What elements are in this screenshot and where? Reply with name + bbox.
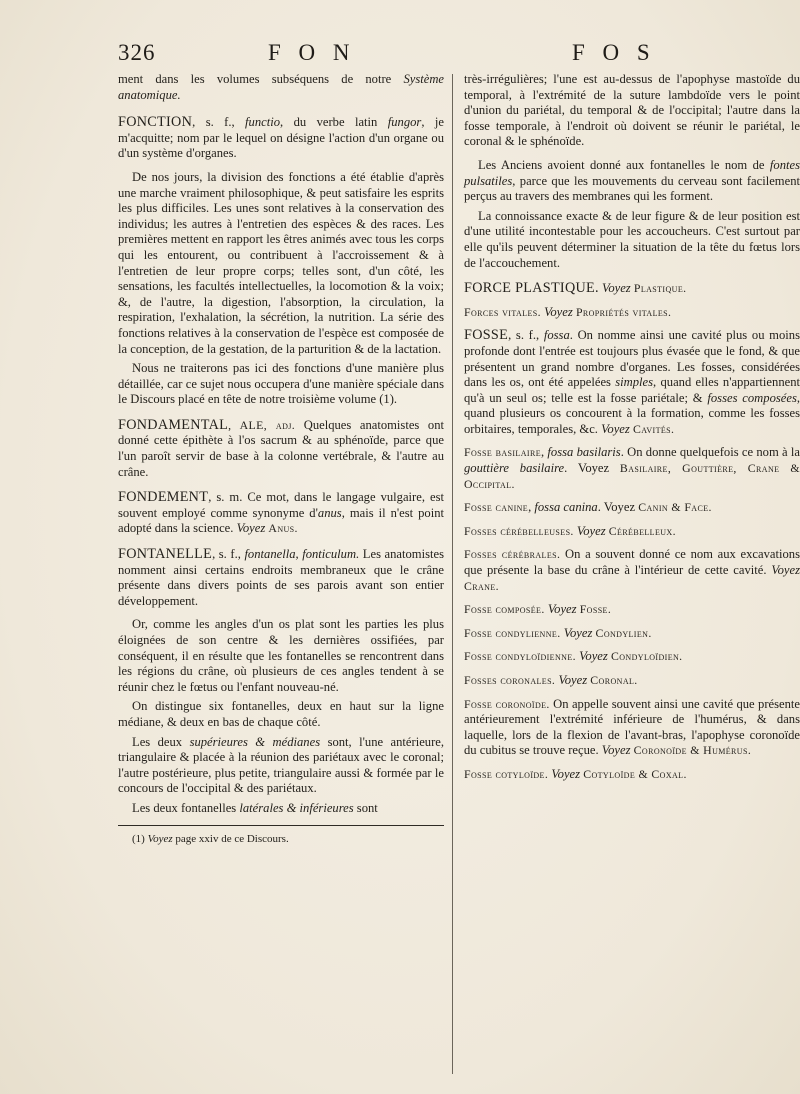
column-divider xyxy=(452,74,453,1074)
cross-reference: Condyloïdien. xyxy=(610,649,683,664)
entry-fosse-coronoide: Fosse coronoïde. On appelle souvent ainsi une cavité que présente antérieurement l'extrémité inférieure de l'humérus, & dans laquelle, lors de la flexion de l'avant-bras, l'apophyse coronoïde du cubitus se trouve reçue. Voyez Coronoïde & Humérus. xyxy=(464,696,800,758)
headword: Fosse coronoïde. xyxy=(464,696,550,711)
page-number: 326 xyxy=(118,40,156,65)
headword: Fosses cérébelleuses. xyxy=(464,523,574,538)
running-head-left: F O N xyxy=(268,40,356,65)
cross-reference: Cavités. xyxy=(632,421,675,436)
running-head-right: F O S xyxy=(572,40,656,65)
page-header xyxy=(0,40,800,76)
headword: Fosse cotyloïde. xyxy=(464,766,549,781)
cross-reference: Cotyloïde & Coxal. xyxy=(583,766,687,781)
entry-fondamental: FONDAMENTAL, ALE, adj. Quelques anatomistes ont donné cette épithète à l'os sacrum & au sphénoïde, parce que l'un paroît servir de base à la colonne vertébrale, & l'autre au crâne. xyxy=(118,416,444,479)
entry-fosse-condyloidienne: Fosse condyloïdienne. Voyez Condyloïdien. xyxy=(464,649,683,664)
entry-fosses-coronales: Fosses coronales. Voyez Coronal. xyxy=(464,673,638,687)
footnote: (1) Voyez page xxiv de ce Discours. xyxy=(132,832,289,845)
entry-fondement: FONDEMENT, s. m. Ce mot, dans le langage vulgaire, est souvent employé comme synonyme d'anus, mais il n'est point adopté dans la science. Voyez Anus. xyxy=(118,489,444,536)
cross-reference: Coronoïde & Humérus. xyxy=(633,743,752,758)
headword: Fosses cérébrales. xyxy=(464,547,561,562)
headword: Fosse composée. xyxy=(464,602,545,617)
headword: FONDEMENT xyxy=(118,489,209,506)
entry-fontanelle: FONTANELLE, s. f., fontanella, fonticulum. Les anatomistes nomment ainsi certains endroits membraneux que le crâne présente dans divers points de ses parois avant son entier développement. xyxy=(118,546,444,608)
entry-fosse-cotyloide: Fosse cotyloïde. Voyez Cotyloïde & Coxal. xyxy=(464,766,687,781)
entry-fosses-cerebrales: Fosses cérébrales. On a souvent donné ce nom aux excavations que présente la base du crâne à l'intérieur de cette cavité. Voyez Crane. xyxy=(464,547,800,593)
headword: Fosse canine xyxy=(464,500,529,515)
paragraph: La connoissance exacte & de leur figure & de leur position est d'une utilité incontestable pour les accoucheurs. C'est surtout par elle qu'ils peuvent déterminer la situation de la tête du fœtus lors de l'accouchement. xyxy=(464,208,800,270)
paragraph: De nos jours, la division des fonctions a été établie d'après une marche vraiment philosophique, & peut satisfaire les esprits les plus difficiles. Les unes sont relatives à la conservation des individus; les autres à l'entretien des espèces & des races. Les premières mettent en rapport les êtres animés avec tous les corps qui les entourent, ou contribuent à l'accroissement & à l'entretien de leur propre corps; telles sont, d'un côté, les sensations, les facultés intellectuelles, la locomotion & la voix; &, de l'autre, la digestion, l'absorption, la circulation, la respiration, l'exhalation, la sécrétion, la nutrition. La série des fonctions relatives à la conservation de l'espèce est composée de la conception, de la gestation, de la parturition & de la lactation. xyxy=(118,169,444,356)
cross-reference: Condylien. xyxy=(595,625,652,640)
paragraph: Or, comme les angles d'un os plat sont les parties les plus éloignées de son centre & les dernières ossifiées, par conséquent, il en résulte que les fontanelles se rencontrent dans les régions du crâne, où plusieurs de ces angles tendent à se réunir chez le fœtus ou l'enfant nouveau-né. xyxy=(118,617,444,694)
paragraph: Les deux supérieures & médianes sont, l'une antérieure, triangulaire & placée à la réunion des pariétaux avec le coronal; l'autre postérieure, plus petite, triangulaire aussi & formée par le concours de l'occipital & des pariétaux. xyxy=(118,734,445,796)
cross-reference: Système anatomique. xyxy=(118,72,444,102)
continued-paragraph: ment dans les volumes subséquens de notre Système anatomique. xyxy=(118,72,444,102)
cross-reference: Basilaire, Gouttière, Crane & Occipital. xyxy=(464,461,800,491)
entry-fosse-composee: Fosse composée. Voyez Fosse. xyxy=(464,602,612,617)
headword: FORCE PLASTIQUE. xyxy=(464,280,599,297)
paragraph: Les deux fontanelles latérales & inférieures sont xyxy=(132,800,378,815)
headword: Forces vitales. xyxy=(464,304,541,319)
headword: Fosse basilaire xyxy=(464,445,541,460)
continued-paragraph: très-irrégulières; l'une est au-dessus de l'apophyse mastoïde du temporal, à l'extrémité de la suture lambdoïde vers le point d'union du pariétal, du temporal & de l'occipital; l'autre dans la fosse temporale, à l'endroit où doivent se réunir le pariétal, le coronal & le sphénoïde. xyxy=(464,72,800,149)
cross-reference: Fosse. xyxy=(579,602,612,617)
entry-forces-vitales: Forces vitales. Voyez Propriétés vitales. xyxy=(464,304,672,319)
entry-fosse-canine: Fosse canine, fossa canina. Voyez Canin & Face. xyxy=(464,500,712,515)
paragraph: Nous ne traiterons pas ici des fonctions d'une manière plus détaillée, car ce sujet nous occupera d'une manière spéciale dans le Discours placé en tête de notre troisième volume (1). xyxy=(118,361,444,407)
cross-reference: Coronal. xyxy=(590,673,638,687)
headword: Fosses coronales. xyxy=(464,673,556,687)
cross-reference: Crane. xyxy=(464,578,499,593)
headword: Fosse condylienne. xyxy=(464,625,561,640)
right-column xyxy=(464,72,800,791)
cross-reference: Anus. xyxy=(268,521,298,536)
entry-fosse: FOSSE, s. f., fossa. On nomme ainsi une cavité plus ou moins profonde dont l'entrée est toujours plus évasée que le fond, & que présentent un grand nombre d'organes. Les fosses, considérées dans les os, ont été appelées simples, quand elles n'appartiennent qu'à un seul os; telle est la fosse pariétale; & fosses composées, quand plusieurs os concourent à la formation, comme les fosses orbitaires, temporales, &c. Voyez Cavités. xyxy=(464,327,800,436)
entry-fosse-basilaire: Fosse basilaire, fossa basilaris. On donne quelquefois ce nom à la gouttière basilaire. Voyez Basilaire, Gouttière, Crane & Occipital. xyxy=(464,445,800,491)
cross-reference: Plastique. xyxy=(633,281,687,296)
entry-fosse-condylienne: Fosse condylienne. Voyez Condylien. xyxy=(464,625,652,640)
entry-force-plastique: FORCE PLASTIQUE. Voyez Plastique. xyxy=(464,280,687,297)
headword: FONCTION xyxy=(118,114,193,131)
headword: FONDAMENTAL xyxy=(118,416,229,433)
headword: Fosse condyloïdienne. xyxy=(464,649,576,664)
cross-reference: Cérébelleux. xyxy=(608,523,676,538)
cross-reference: Canin & Face. xyxy=(638,500,712,515)
left-column xyxy=(118,72,444,858)
paragraph: Les Anciens avoient donné aux fontanelles le nom de fontes pulsatiles, parce que les mouvements du cerveau sont facilement perçus au travers des membranes qui les forment. xyxy=(464,157,800,204)
headword: FOSSE xyxy=(464,327,509,344)
footnote-rule xyxy=(118,825,444,828)
headword: FONTANELLE xyxy=(118,546,213,563)
cross-reference: Propriétés vitales. xyxy=(575,304,672,319)
paragraph: On distingue six fontanelles, deux en haut sur la ligne médiane, & deux en bas de chaque côté. xyxy=(118,699,444,729)
entry-fonction: FONCTION, s. f., functio, du verbe latin fungor, je m'acquitte; nom par le lequel on désigne l'action d'un organe ou d'un système d'organes. xyxy=(118,114,444,161)
entry-fosses-cerebelleuses: Fosses cérébelleuses. Voyez Cérébelleux. xyxy=(464,523,676,538)
